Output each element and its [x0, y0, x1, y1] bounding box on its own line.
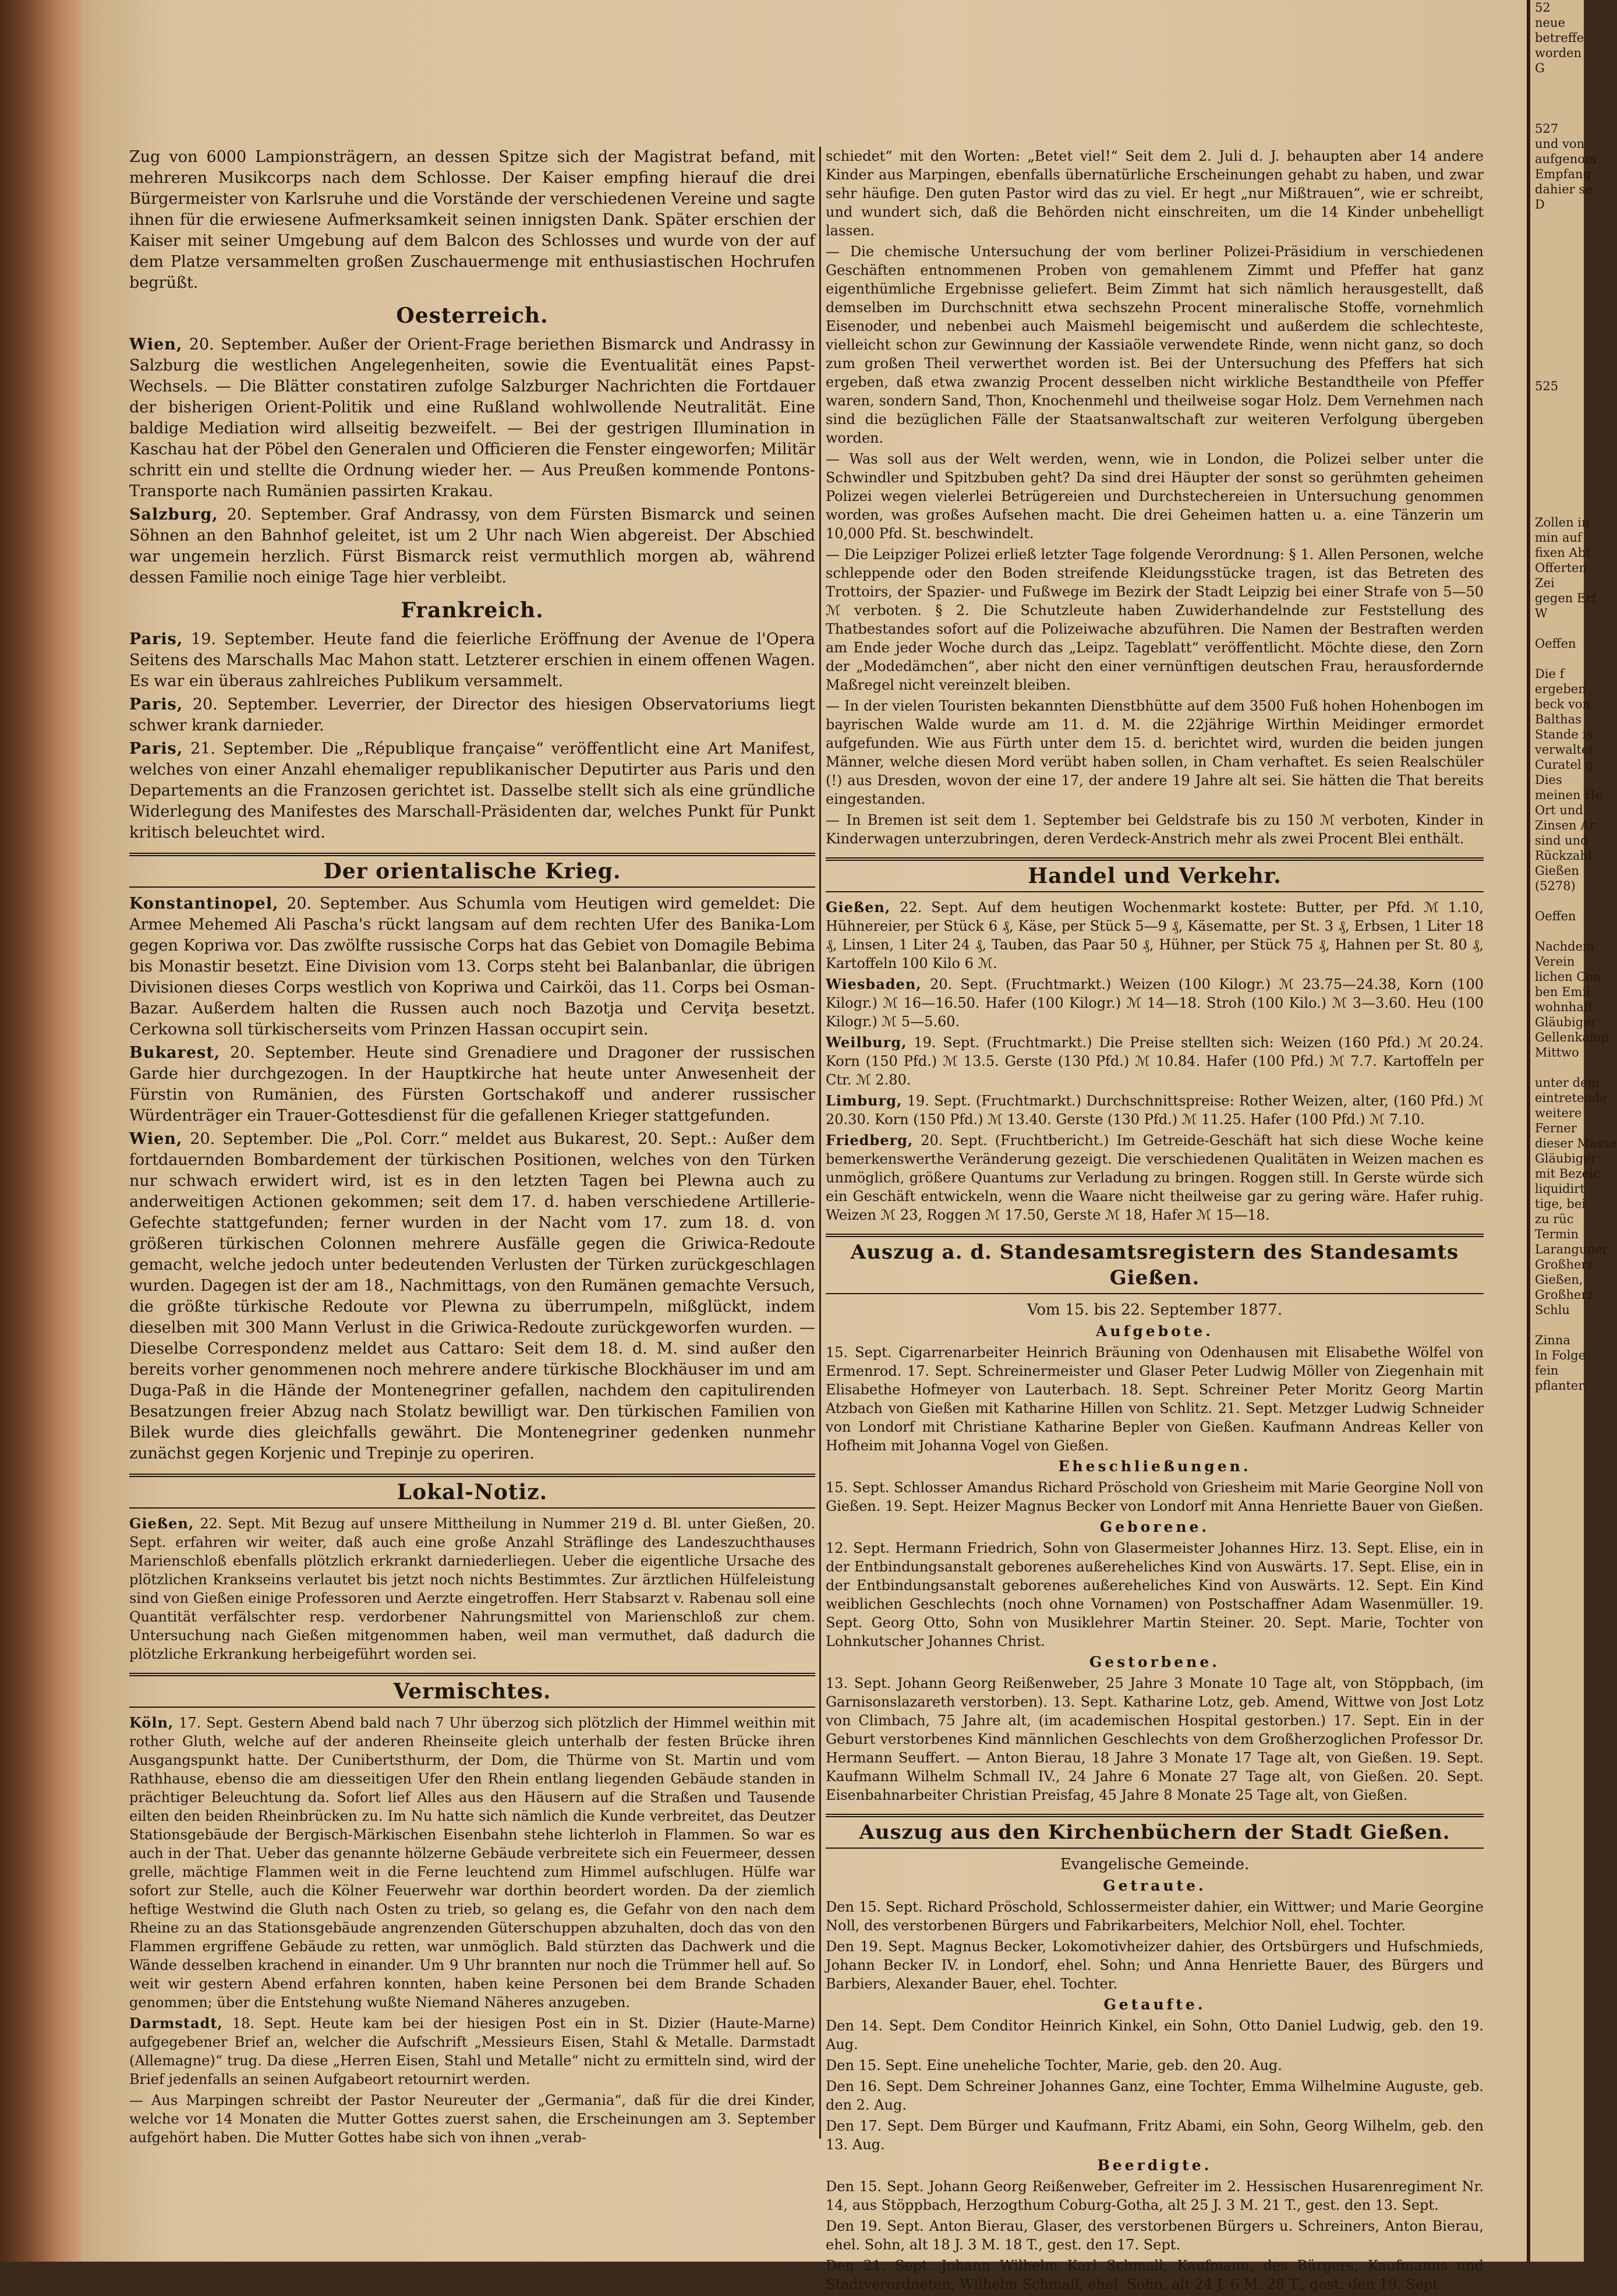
edge-text-fragment: In Folge — [1535, 1348, 1586, 1362]
paragraph-text: — Aus Marpingen schreibt der Pastor Neureuter der „Germania“, daß für die drei Kinder, welche vor 14 Monaten die Mutter Gottes zuerst sahen, die Erscheinungen am 3. September aufgehört haben. Die Mutter Gottes habe sich von ihnen „verab- — [129, 2092, 815, 2146]
article-paragraph — [826, 1937, 1484, 1993]
edge-text-fragment — [1530, 212, 1584, 227]
paragraph-text: — In der vielen Touristen bekannten Dienstbhütte auf dem 3500 Fuß hohen Hohenbogen im bayrischen Walde wurde am 11. d. M. die 22jährige Wirthin Meidinger ermordet aufgefunden. Wie aus Fürth unter dem 15. d. berichtet wird, wurden die beiden jungen Männer, welche diesen Mord verübt haben sollen, in Cham verhaftet. Es seien Realschüler (!) aus Dresden, wovon der eine 17, der andere 19 Jahre alt sei. Sie hätten die That bereits eingestanden. — [826, 698, 1484, 807]
edge-text-fragment: Ort und — [1535, 803, 1583, 817]
paragraph-text: — Die Leipziger Polizei erließ letzter Tage folgende Verordnung: § 1. Allen Personen, welche schleppende oder den Boden streifende Kleidungsstücke tragen, ist das Betreten des Trottoirs, der Spazier- und Fußwege im Bezirk der Stadt Leipzig bei einer Strafe von 5—50 ℳ verboten. § 2. Die Schutzleute haben Zuwiderhandelnde zur Feststellung des Thatbestandes sofort auf die Polizeiwache abzuführen. Die Namen der Bestraften werden am Ende jeder Woche durch das „Leipz. Tageblatt“ veröffentlicht. Möchte diese, den Zorn der „Modedämchen“, aber nicht den einer vernünftigen deutschen Frau, herausfordernde Maßregel nicht vereinzelt bleiben. — [826, 546, 1484, 693]
column-divider — [819, 147, 821, 2139]
paragraph-text: Den 21. Sept. Johann Wilhelm Karl Schmall, Kaufmann, des Bürgers, Kaufmanns und Stadtverordneten, Wilhelm Schmall, ehel. Sohn, alt 24 J. 6 M. 28 T., gest. den 19. Sept. — [826, 2258, 1484, 2293]
article-paragraph — [129, 2091, 815, 2147]
paragraph-text: 20. September. Die „Pol. Corr.“ meldet aus Bukarest, 20. Sept.: Außer dem fortdauernden Bombardement der türkischen Positionen, welches von den Türken nur schwach erwidert wird, ist es in den letzten Tagen bei Plewna auch zu anderweitigen Actionen gekommen; seit dem 17. d. haben verschiedene Artillerie-Gefechte stattgefunden; ferner wurden in der Nacht vom 17. zum 18. d. von größeren türkischen Colonnen mehrere Ausfälle gegen die Griwica-Redoute gemacht, welche jedoch unter bedeutenden Verlusten der Türken zurückgeschlagen wurden. Dagegen ist der am 18., Nachmittags, von den Rumänen gemachte Versuch, die größte türkische Redoute vor Plewna zu überrumpeln, mißglückt, indem dieselben mit 300 Mann Verlust in die Griwica-Redoute zurückgeworfen wurden. — Dieselbe Correspondenz meldet aus Cattaro: Seit dem 18. d. M. sind außer den bereits vorher genommenen noch mehrere andere türkische Blockhäuser im und am Duga-Paß in die Hände der Montenegriner gefallen, nachdem den capitulirenden Besatzungen freier Abzug nach Stolatz bewilligt war. Den türkischen Familien von Bilek wurde dies gleichfalls gewährt. Die Montenegriner gedenken nunmehr zunächst gegen Korjenic und Trepinje zu operiren. — [129, 1130, 815, 1463]
edge-text-fragment — [1530, 394, 1584, 409]
edge-text-fragment: Oeffen — [1535, 909, 1576, 923]
edge-text-fragment — [1530, 500, 1584, 515]
dateline: Wien, — [129, 1130, 183, 1148]
section-heading: Auszug aus den Kirchenbüchern der Stadt Gießen. — [826, 1814, 1484, 1849]
edge-text-fragment: Laranguner — [1535, 1242, 1608, 1256]
edge-text-fragment: eintretende — [1535, 1091, 1607, 1105]
edge-text-fragment: zu rüc — [1535, 1212, 1574, 1226]
adjacent-page-edge — [1527, 0, 1617, 2262]
paragraph-text: Den 19. Sept. Magnus Becker, Lokomotivheizer dahier, des Ortsbürgers und Hufschmieds, Johann Becker IV. in Londorf, ehel. Sohn; und Anna Henriette Bauer, des Bürgers und Barbiers, Alexander Bauer, ehel. Tochter. — [826, 1938, 1484, 1992]
edge-text-fragment: Großherz — [1535, 1257, 1594, 1271]
article-paragraph — [826, 697, 1484, 808]
register-subheading: Geborene. — [1099, 1518, 1210, 1535]
section-heading: Lokal-Notiz. — [129, 1474, 815, 1509]
edge-text-fragment — [1530, 242, 1584, 257]
edge-text-fragment — [1530, 1317, 1584, 1333]
dateline: Paris, — [129, 740, 183, 758]
article-paragraph — [826, 2077, 1484, 2114]
dateline: Darmstadt, — [129, 2015, 223, 2032]
article-paragraph — [129, 2014, 815, 2089]
paragraph-text: 22. Sept. Auf dem heutigen Wochenmarkt kostete: Butter, per Pfd. ℳ 1.10, Hühnereier, per Stück 6 ₰, Käse, per Stück 5—9 ₰, Käsematte, per St. 3 ₰, Erbsen, 1 Liter 18 ₰, Linsen, 1 Liter 24 ₰, Tauben, das Paar 50 ₰, Hühner, per Stück 75 ₰, Hahnen per St. 80 ₰, Kartoffeln 100 Kilo 6 ℳ. — [826, 899, 1484, 972]
section-heading: Auszug a. d. Standesamtsregistern des Standesamts Gießen. — [826, 1234, 1484, 1294]
edge-text-fragment: wohnhaft — [1535, 1000, 1593, 1014]
edge-text-fragment: meinen He — [1535, 788, 1602, 802]
edge-text-fragment — [1530, 303, 1584, 318]
edge-text-fragment: unter dem — [1535, 1076, 1600, 1090]
edge-text-fragment: mit Bezeic — [1535, 1167, 1600, 1181]
edge-text-fragment: sind und — [1535, 833, 1588, 847]
edge-text-fragment — [1530, 318, 1584, 333]
section-subtitle: Vom 15. bis 22. September 1877. — [1027, 1301, 1283, 1319]
article-paragraph — [129, 893, 815, 1040]
edge-text-fragment: 52 — [1535, 1, 1551, 15]
edge-text-fragment: Die f — [1535, 667, 1565, 681]
section-heading: Handel und Verkehr. — [826, 857, 1484, 892]
section-heading: Der orientalische Krieg. — [129, 853, 815, 888]
article-paragraph — [826, 1131, 1484, 1224]
paragraph-text: 20. September. Aus Schumla vom Heutigen wird gemeldet: Die Armee Mehemed Ali Pascha's rückt langsam auf dem rechten Ufer des Banika-Lom gegen Kopriwa vor. Das zwölfte russische Corps hat das Gebiet von Domagile Bebima bis Monastir besetzt. Eine Division vom 13. Corps steht bei Balanbanlar, die übrigen Divisionen dieses Corps westlich von Kopriwa und Cairköi, das 11. Corps bei Osman-Bazar. Außerdem halten die Russen auch noch Bazotja und Cerviţa besetzt. Cerkowna soll türkischerseits vom Prinzen Hassan occupirt sein. — [129, 895, 815, 1039]
paragraph-text: 20. September. Heute sind Grenadiere und Dragoner der russischen Garde hier durchgezogen. In der Hauptkirche hat heute unter Anwesenheit der Fürstin von Rumänien, des Fürsten Gortschakoff und anderer russischer Würdenträger ein Trauer-Gottesdienst für die gefallenen Krieger stattgefunden. — [129, 1044, 815, 1125]
edge-text-fragment — [1530, 257, 1584, 273]
edge-text-fragment: fein — [1535, 1364, 1559, 1377]
section-heading: Frankreich. — [401, 598, 544, 623]
dateline: Gießen, — [129, 1515, 194, 1532]
article-paragraph — [129, 739, 815, 843]
paragraph-text: 15. Sept. Schlosser Amandus Richard Pröschold von Griesheim mit Marie Georgine Noll von Gießen. 19. Sept. Heizer Magnus Becker von Londorf mit Anna Henriette Bauer von Gießen. — [826, 1479, 1484, 1514]
paragraph-text: 18. Sept. Heute kam bei der hiesigen Post ein in St. Dizier (Haute-Marne) aufgegebener Brief an, welcher die Aufschrift „Messieurs Eisen, Stahl & Metalle. Darmstadt (Allemagne)“ trug. Da diese „Herren Eisen, Stahl und Metalle“ nicht zu ermitteln sind, wird der Brief jedenfalls an seinen Aufgabeort retournirt werden. — [129, 2015, 815, 2087]
edge-text-fragment — [1530, 485, 1584, 500]
paragraph-text: Den 16. Sept. Dem Schreiner Johannes Ganz, eine Tochter, Emma Wilhelmine Auguste, geb. den 2. Aug. — [826, 2078, 1484, 2113]
paragraph-text: Zug von 6000 Lampionsträgern, an dessen Spitze sich der Magistrat befand, mit mehreren Musikcorps nach dem Schlosse. Der Kaiser empfing hierauf die drei Bürgermeister von Karlsruhe und die Vorstände der verschiedenen Vereine und sagte ihnen für die erwiesene Aufmerksamkeit seinen innigsten Dank. Später erschien der Kaiser mit seiner Umgebung auf dem Balcon des Schlosses und wurde von der auf dem Platze versammelten großen Zuschauermenge mit enthusiastischen Hochrufen begrüßt. — [129, 148, 815, 292]
paragraph-text: Den 15. Sept. Eine uneheliche Tochter, Marie, geb. den 20. Aug. — [826, 2057, 1282, 2074]
dateline: Gießen, — [826, 899, 891, 916]
edge-text-fragment: tige, bei — [1535, 1197, 1586, 1211]
edge-text-fragment — [1530, 227, 1584, 242]
edge-text-fragment: dahier se — [1535, 182, 1593, 196]
article-paragraph — [129, 629, 815, 692]
register-subheading: Gestorbene. — [1089, 1654, 1220, 1670]
paragraph-text: 19. September. Heute fand die feierliche Eröffnung der Avenue de l'Opera Seitens des Marschalls Mac Mahon statt. Letzterer erschien in einem offenen Wagen. Es war ein überaus zahlreiches Publikum versammelt. — [129, 630, 815, 690]
article-paragraph — [826, 242, 1484, 447]
register-subheading: Aufgebote. — [1095, 1323, 1214, 1340]
edge-text-fragment — [1530, 454, 1584, 469]
edge-text-fragment: ben Emil — [1535, 985, 1590, 999]
article-paragraph — [826, 2016, 1484, 2054]
paragraph-text: 22. Sept. Mit Bezug auf unsere Mittheilung in Nummer 219 d. Bl. unter Gießen, 20. Sept. erfahren wir weiter, daß auch eine große Anzahl Sträflinge des Landeszuchthauses Marienschloß ebenfalls plötzlich erkrankt darniederliegen. Ueber die eigentliche Ursache des plötzlichen Krankseins verlautet bis jetzt noch nichts Bestimmtes. Zur ärztlichen Hülfeleistung sind von Gießen einige Professoren und Aerzte eingetroffen. Herr Stabsarzt v. Rabenau soll eine Quantität verfälschter resp. verdorbener Nahrungsmittel von Marienschloß zur chem. Untersuchung nach Gießen mitgenommen haben, weil man vermuthet, daß dadurch die plötzliche Erkrankung herbeigeführt worden sei. — [129, 1516, 815, 1662]
article-paragraph — [129, 334, 815, 502]
dateline: Köln, — [129, 1714, 174, 1731]
paragraph-text: 21. September. Die „République française“ veröffentlicht eine Art Manifest, welches von einer Anzahl ehemaliger republikanischer Deputirter aus Paris und den Departements an die Franzosen gerichtet ist. Dasselbe stellt sich als eine gründliche Widerlegung des Manifestes des Marschall-Präsidenten dar, welches Punkt für Punkt kritisch beleuchtet wird. — [129, 740, 815, 842]
edge-text-fragment — [1530, 348, 1584, 363]
article-paragraph — [129, 694, 815, 736]
paragraph-text: 19. Sept. (Fruchtmarkt.) Die Preise stellten sich: Weizen (160 Pfd.) ℳ 20.24. Korn (150 Pfd.) ℳ 13.5. Gerste (130 Pfd.) ℳ 10.84. Hafer (100 Pfd.) ℳ 7.7. Kartoffeln per Ctr. ℳ 2.80. — [826, 1034, 1484, 1088]
edge-text-fragment: Stande is — [1535, 727, 1593, 741]
edge-text-fragment: min auf — [1535, 531, 1582, 545]
edge-text-fragment: Mittwo — [1535, 1045, 1579, 1059]
edge-text-fragment: Balthas — [1535, 712, 1581, 726]
edge-text-fragment: Schlu — [1535, 1303, 1570, 1317]
edge-text-fragment — [1530, 91, 1584, 106]
edge-text-fragment: Nachdem — [1535, 939, 1594, 953]
edge-text-fragment: weitere — [1535, 1106, 1582, 1120]
paragraph-text: Den 15. Sept. Johann Georg Reißenweber, Gefreiter im 2. Hessischen Husarenregiment Nr. 14, aus Stöppbach, Herzogthum Coburg-Gotha, alt 25 J. 3 M. 21 T., gest. den 13. Sept. — [826, 2178, 1484, 2213]
edge-text-fragment: beck von — [1535, 697, 1591, 711]
article-paragraph — [826, 147, 1484, 240]
edge-text-fragment: 527 — [1535, 122, 1559, 136]
paragraph-text: Den 15. Sept. Richard Pröschold, Schlossermeister dahier, ein Wittwer; und Marie Georgine Noll, des verstorbenen Bürgers und Fabrikarbeiters, Melchior Noll, ehel. Tochter. — [826, 1899, 1484, 1934]
paragraph-text: Den 14. Sept. Dem Conditor Heinrich Kinkel, ein Sohn, Otto Daniel Ludwig, geb. den 19. Aug. — [826, 2018, 1484, 2053]
section-heading: Oesterreich. — [396, 303, 549, 328]
edge-text-fragment — [1530, 333, 1584, 348]
article-paragraph — [129, 147, 815, 294]
edge-text-fragment: verwaltet — [1535, 743, 1594, 757]
edge-text-fragment — [1530, 288, 1584, 303]
paragraph-text: 12. Sept. Hermann Friedrich, Sohn von Glasermeister Johannes Hirz. 13. Sept. Elise, ein in der Entbindungsanstalt geborenes außereheliches Kind von Auswärts. 17. Sept. Elise, ein in der Entbindungsanstalt geborenes außereheliches Kind von Auswärts. 12. Sept. Ein Kind weiblichen Geschlechts (noch ohne Vornamen) von Postschaffner Adam Wasenmüller. 19. Sept. Georg Otto, Sohn von Musiklehrer Martin Steiner. 20. Sept. Marie, Tochter von Lohnkutscher Johannes Christ. — [826, 1540, 1484, 1649]
edge-text-fragment — [1530, 424, 1584, 439]
article-paragraph — [826, 450, 1484, 543]
edge-text-fragment: Gießen — [1535, 864, 1579, 878]
paragraph-text: — Die chemische Untersuchung der vom berliner Polizei-Präsidium in verschiedenen Geschäften entnommenen Proben von gemahlenem Zimmt und Pfeffer hat ganz eigenthümliche Ergebnisse geliefert. Beim Zimmt hat sich nämlich herausgestellt, daß demselben im Durchschnitt etwa sechszehn Procent mineralische Stoffe, vornehmlich Eisenoder, und nebenbei auch Maismehl beigemischt und außerdem die schlechteste, vielleicht schon zur Gewinnung der Kassiaöle verwendete Rinde, wenn nicht ganz, so doch zum großen Theil verwerthet worden ist. Bei der Untersuchung des Pfeffers hat sich ergeben, daß etwa zwanzig Procent desselben nicht wirkliche Bestandtheile von Pfeffer waren, sondern Sand, Thon, Knochenmehl und theilweise sogar Holz. Dem Vernehmen nach sind die bezüglichen Fälle der Staatsanwaltschaft zur weiteren Verfolgung übergeben worden. — [826, 243, 1484, 446]
edge-text-fragment: Zinna — [1535, 1333, 1570, 1347]
dateline: Bukarest, — [129, 1044, 221, 1062]
edge-text-fragment: Ferner — [1535, 1121, 1577, 1135]
edge-text-fragment: Zei — [1535, 576, 1555, 590]
edge-text-fragment: Dies — [1535, 773, 1562, 787]
edge-text-fragment: dieser Masse — [1535, 1136, 1617, 1150]
article-paragraph — [826, 898, 1484, 973]
edge-text-fragment: (5278) — [1535, 879, 1576, 893]
edge-text-fragment — [1530, 76, 1584, 91]
article-paragraph — [826, 1539, 1484, 1651]
article-paragraph — [129, 1714, 815, 2012]
book-spine — [0, 0, 82, 2262]
article-paragraph — [826, 1674, 1484, 1804]
section-subtitle: Evangelische Gemeinde. — [1060, 1856, 1250, 1873]
edge-text-fragment: pflanter — [1535, 1379, 1584, 1393]
edge-text-fragment: Offerten — [1535, 561, 1587, 575]
edge-text-fragment — [1530, 439, 1584, 454]
edge-text-fragment: gegen Erf — [1535, 591, 1597, 605]
left-column — [129, 147, 815, 2149]
edge-text-fragment: Empfang — [1535, 167, 1591, 181]
edge-text-fragment: Zinsen Ar — [1535, 818, 1595, 832]
edge-text-fragment: Großherz — [1535, 1288, 1594, 1302]
paragraph-text: Den 19. Sept. Anton Bierau, Glaser, des verstorbenen Bürgers u. Schreiners, Anton Bierau, ehel. Sohn, alt 18 J. 3 M. 18 T., gest. den 17. Sept. — [826, 2218, 1484, 2253]
dateline: Konstantinopel, — [129, 895, 279, 913]
edge-text-fragment: Termin — [1535, 1227, 1579, 1241]
article-paragraph — [826, 1343, 1484, 1455]
paragraph-text: — Was soll aus der Welt werden, wenn, wie in London, die Polizei selber unter die Schwindler und Spitzbuben geht? Da sind drei Häupter der sonst so gerühmten geheimen Polizei wegen vielerlei Betrügereien und Durchstechereien in Untersuchung genommen worden, was großes Aufsehen macht. Die drei Geheimen hatten u. a. eine Tänzerin um 10,000 Pfd. St. beschwindelt. — [826, 451, 1484, 542]
article-paragraph — [826, 2217, 1484, 2254]
edge-text-fragment: Verein — [1535, 955, 1575, 969]
section-heading: Vermischtes. — [129, 1673, 815, 1708]
article-paragraph — [826, 2177, 1484, 2214]
edge-text-fragment: D — [1535, 197, 1545, 211]
register-subheading: Getaufte. — [1103, 1996, 1206, 2013]
paragraph-text: 15. Sept. Cigarrenarbeiter Heinrich Bräuning von Odenhausen mit Elisabethe Wölfel von Ermenrod. 17. Sept. Schreinermeister und Glaser Peter Ludwig Möller von Ziegenhain mit Elisabethe Hofmeyer von Lauterbach. 18. Sept. Schreiner Peter Moritz Georg Martin Atzbach von Gießen mit Katharine Hillen von Schlitz. 21. Sept. Metzger Ludwig Schneider von Londorf mit Christiane Katharine Bepler von Gießen. Kaufmann Andreas Keller von Hofheim mit Johanna Vogel von Gießen. — [826, 1344, 1484, 1454]
paragraph-text: schiedet“ mit den Worten: „Betet viel!“ Seit dem 2. Juli d. J. behaupten aber 14 andere Kinder aus Marpingen, ebenfalls übernatürliche Erscheinungen gehabt zu haben, und zwar sehr häufige. Den guten Pastor wird das zu viel. Er hegt „nur Mißtrauen“, wie er schreibt, und wundert sich, daß die Behörden nicht einschreiten, um die 14 Kinder unbehelligt lassen. — [826, 148, 1484, 239]
article-paragraph — [826, 975, 1484, 1031]
dateline: Paris, — [129, 695, 183, 713]
edge-text-fragment: aufgenom — [1535, 152, 1597, 166]
edge-text-fragment — [1530, 409, 1584, 424]
edge-text-fragment — [1530, 273, 1584, 288]
article-paragraph — [826, 545, 1484, 694]
edge-text-fragment: Oeffen — [1535, 637, 1576, 651]
edge-text-fragment: fixen Abt — [1535, 546, 1591, 560]
edge-text-fragment: Gießen, — [1535, 1273, 1583, 1287]
edge-text-fragment: G — [1535, 61, 1545, 75]
edge-text-fragment: Zollen in — [1535, 515, 1590, 529]
paragraph-text: 17. Sept. Gestern Abend bald nach 7 Uhr überzog sich plötzlich der Himmel weithin mit rother Gluth, welche auf der anderen Rheinseite gleich unterhalb der festen Brücke ihren Ausgangspunkt hatte. Der Cunibertsthurm, der Dom, die Thürme von St. Martin und vom Rathhause, ebenso die am diesseitigen Ufer den Rhein entlang liegenden Gebäude standen in prächtiger Beleuchtung da. Sofort lief Alles aus den Häusern auf die Straßen und Tausende eilten den beiden Rheinbrücken zu. Im Nu hatte sich nämlich die Kunde verbreitet, das Deutzer Stationsgebäude der Bergisch-Märkischen Eisenbahn stehe lichterloh in Flammen. So war es auch in der That. Ueber das genannte hölzerne Gebäude verbreitete sich ein Feuermeer, dessen grelle, mächtige Flammen weit in die Ferne leuchtend zum Himmel aufschlugen. Hülfe war sofort zur Stelle, auch die Kölner Feuerwehr war dorthin beordert worden. Da der ziemlich heftige Westwind die Gluth nach Osten zu trieb, so gelang es, die Gefahr von den nach dem Rheine zu an das Stationsgebäude angrenzenden Güterschuppen abzuhalten, doch das von den Flammen ergriffene Gebäude zu retten, war unmöglich. Bald stürzten das Dachwerk und die Wände desselben krachend in einander. Um 9 Uhr brannten nur noch die Trümmer hell auf. So weit wir gestern Abend erfahren konnten, haben keine Personen bei dem Brande Schaden genommen; über die Entstehung wußte Niemand Näheres anzugeben. — [129, 1715, 815, 2011]
edge-text-fragment: neue — [1535, 16, 1565, 30]
edge-text-fragment — [1530, 106, 1584, 121]
paragraph-text: 13. Sept. Johann Georg Reißenweber, 25 Jahre 3 Monate 10 Tage alt, von Stöppbach, (im Garnisonslazareth verstorben). 13. Sept. Katharine Lotz, geb. Amend, Wittwe von Jost Lotz von Climbach, 75 Jahre alt, (im academischen Hospital gestorben.) 17. Sept. Ein in der Geburt verstorbenes Kind männlichen Geschlechts von dem Großherzoglichen Professor Dr. Hermann Seuffert. — Anton Bierau, 18 Jahre 3 Monate 17 Tage alt, von Gießen. 19. Sept. Kaufmann Wilhelm Schmall IV., 24 Jahre 6 Monate 27 Tage alt, von Gießen. 20. Sept. Eisenbahnarbeiter Christian Preisfag, 45 Jahre 8 Monate 25 Tage alt, von Gießen. — [826, 1675, 1484, 1803]
edge-text-fragment: ergeben — [1535, 682, 1586, 696]
register-subheading: Getraute. — [1103, 1877, 1206, 1894]
edge-text-fragment: worden — [1535, 46, 1582, 60]
edge-text-fragment: W — [1535, 606, 1548, 620]
article-paragraph — [129, 1129, 815, 1464]
article-paragraph — [826, 2056, 1484, 2075]
edge-text-fragment: 525 — [1535, 379, 1559, 393]
edge-text-fragment — [1530, 893, 1584, 909]
edge-text-fragment: Gläubiger — [1535, 1151, 1597, 1165]
paragraph-text: 19. Sept. (Fruchtmarkt.) Durchschnittspreise: Rother Weizen, alter, (160 Pfd.) ℳ 20.30. Korn (150 Pfd.) ℳ 13.40. Gerste (130 Pfd.) ℳ 11.25. Hafer (100 Pfd.) ℳ 7.10. — [826, 1093, 1484, 1128]
register-subheading: Eheschließungen. — [1058, 1458, 1251, 1475]
right-column — [826, 147, 1484, 2296]
paragraph-text: 20. September. Außer der Orient-Frage beriethen Bismarck und Andrassy in Salzburg die westlichen Angelegenheiten, sowie die Eventualität eines Papst-Wechsels. — Die Blätter constatiren zufolge Salzburger Nachrichten die Fortdauer der bisherigen Orient-Politik und eine Rußland wohlwollende Neutralität. Eine baldige Mediation wird allseitig bezweifelt. — Bei der gestrigen Illumination in Kaschau hat der Pöbel den Generalen und Officieren die Fenster eingeworfen; Militär schritt ein und stellte die Ordnung wieder her. — Aus Preußen kommende Pontons-Transporte nach Rumänien passirten Krakau. — [129, 335, 815, 500]
paragraph-text: 20. Sept. (Fruchtmarkt.) Weizen (100 Kilogr.) ℳ 23.75—24.38, Korn (100 Kilogr.) ℳ 16—16.50. Hafer (100 Kilogr.) ℳ 14—18. Stroh (100 Kilo.) ℳ 3—3.60. Heu (100 Kilogr.) ℳ 5—5.60. — [826, 976, 1484, 1030]
dateline: Salzburg, — [129, 506, 218, 524]
article-paragraph — [129, 1514, 815, 1663]
article-paragraph — [826, 1092, 1484, 1129]
edge-text-fragment — [1530, 621, 1584, 636]
article-paragraph — [826, 811, 1484, 848]
edge-text-fragment: Gellenkamp — [1535, 1030, 1609, 1044]
dateline: Friedberg, — [826, 1132, 914, 1149]
article-paragraph — [826, 2256, 1484, 2294]
edge-text-fragment — [1530, 924, 1584, 939]
edge-text-fragment: Gläubiger — [1535, 1015, 1597, 1029]
register-subheading: Beerdigte. — [1097, 2157, 1212, 2174]
edge-text-fragment: und von — [1535, 137, 1585, 151]
edge-text-fragment: betreffe — [1535, 31, 1584, 45]
article-paragraph — [129, 504, 815, 588]
dateline: Paris, — [129, 630, 183, 648]
article-paragraph — [826, 1478, 1484, 1516]
edge-text-fragment — [1530, 469, 1584, 485]
paragraph-text: 20. September. Leverrier, der Director des hiesigen Observatoriums liegt schwer krank darnieder. — [129, 695, 815, 734]
article-paragraph — [826, 1033, 1484, 1089]
dateline: Limburg, — [826, 1092, 903, 1109]
article-paragraph — [826, 2117, 1484, 2154]
dateline: Wien, — [129, 335, 183, 354]
edge-text-fragment — [1530, 363, 1584, 379]
paragraph-text: 20. Sept. (Fruchtbericht.) Im Getreide-Geschäft hat sich diese Woche keine bemerkenswerthe Veränderung gezeigt. Die verschiedenen Qualitäten in Weizen machen es unmöglich, größere Quantums zur Verladung zu bringen. Roggen still. In Gerste würde sich ein Geschäft entwickeln, wenn die Waare nicht theilweise gar zu gering wäre. Hafer ruhig. Weizen ℳ 23, Roggen ℳ 17.50, Gerste ℳ 18, Hafer ℳ 15—18. — [826, 1132, 1484, 1223]
edge-text-fragment — [1530, 1060, 1584, 1075]
edge-text-fragment — [1530, 651, 1584, 666]
article-paragraph — [129, 1043, 815, 1126]
paragraph-text: — In Bremen ist seit dem 1. September bei Geldstrafe bis zu 150 ℳ verboten, Kinder in Kinderwagen unterzubringen, deren Verdeck-Anstrich mehr als zwei Procent Blei enthält. — [826, 812, 1484, 847]
article-paragraph — [826, 1898, 1484, 1935]
edge-text-fragment: Rückzahl — [1535, 849, 1592, 863]
edge-text-fragment: lichen Con — [1535, 970, 1601, 984]
edge-text-fragment: liquidirt — [1535, 1182, 1585, 1196]
dateline: Wiesbaden, — [826, 976, 922, 992]
paragraph-text: 20. September. Graf Andrassy, von dem Fürsten Bismarck und seinen Söhnen an den Bahnhof geleitet, ist um 2 Uhr nach Wien abgereist. Der Abschied war ungemein herzlich. Fürst Bismarck reist vermuthlich morgen ab, während dessen Familie noch einige Tage hier verbleibt. — [129, 506, 815, 587]
paragraph-text: Den 17. Sept. Dem Bürger und Kaufmann, Fritz Abami, ein Sohn, Georg Wilhelm, geb. den 13. Aug. — [826, 2118, 1484, 2153]
edge-text-fragment: Curatel g — [1535, 758, 1593, 772]
dateline: Weilburg, — [826, 1034, 907, 1051]
